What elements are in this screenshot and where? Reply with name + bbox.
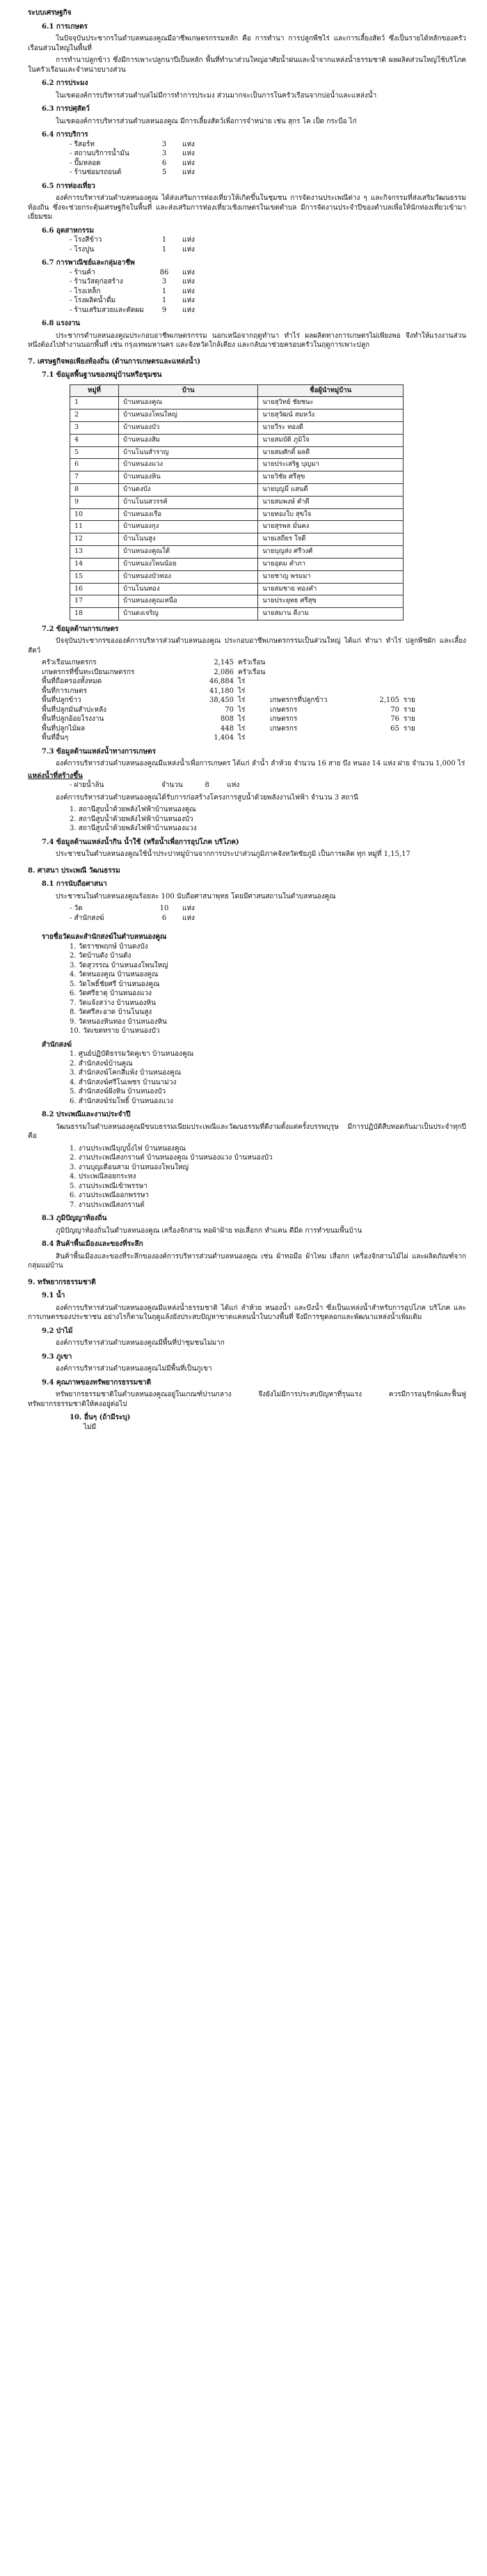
list-item: - โรงสีข้าว 1 แห่ง — [70, 236, 195, 244]
list-item: พื้นที่ปลูกอ้อยโรงงาน 808 ไร่ เกษตรกร 76 ราย — [42, 715, 415, 724]
table-row — [70, 484, 404, 497]
list-item: 2. วัดบ้านดัง บ้านดัง — [70, 952, 131, 960]
table-cell-no: 3 — [70, 421, 119, 434]
list-item: - สถานบริการน้ำมัน 3 แห่ง — [70, 150, 195, 157]
list-item: พื้นที่ปลูกไม้ผล 448 ไร่ เกษตรกร 65 ราย — [42, 724, 415, 733]
section-6-1-para-2: การทำนาปลูกข้าว ซึ่งมีการเพาะปลูกนาปีเป็นหลัก พื้นที่ทำนาส่วนใหญ่อาศัยน้ำฝนและน้ำจากแหล่งน้ำธรรมชาติ ผลผลิตส่วนใหญ่ใช้บริโภคในครัวเรือนและจำหน่ายบางส่วน — [28, 56, 466, 74]
monks-heading: สำนักสงฆ์ — [42, 1040, 72, 1049]
section-8-2-para: วัฒนธรรมในตำบลหนองคูณมีขนบธรรมเนียมประเพณีและวัฒนธรรมที่ดีงามตั้งแต่ครั้งบรรพบุรุษ มีการปฏิบัติสืบทอดกันมาเป็นประจำทุกปี คือ — [28, 1123, 466, 1141]
table-row — [70, 608, 404, 620]
section-9-3-para: องค์การบริหารส่วนตำบลหนองคูณไม่มีพื้นที่เป็นภูเขา — [56, 1365, 212, 1373]
table-row — [70, 397, 404, 409]
list-item: - ร้านซ่อมรถยนต์ 5 แห่ง — [70, 169, 195, 176]
section-8-3-para: ภูมิปัญญาท้องถิ่นในตำบลหนองคูณ เครื่องจักสาน ทอผ้าฝ้าย ทอเสื่อกก ทำแคน ตีมีด การทำขนมพื้นบ้าน — [56, 1226, 362, 1235]
table-cell-name: บ้านโนนสำราญ — [119, 446, 258, 459]
table-header-row — [70, 384, 404, 397]
list-item: 4. วัดหนองคูณ บ้านหนองคูณ — [70, 971, 159, 979]
temples-heading: รายชื่อวัดและสำนักสงฆ์ในตำบลหนองคูณ — [42, 933, 167, 942]
table-cell-head: นายทองใบ สุขใจ — [258, 508, 404, 521]
table-row — [70, 583, 404, 595]
table-cell-name: บ้านหนองสิม — [119, 434, 258, 446]
section-7-title: 7. เศรษฐกิจพอเพียงท้องถิ่น (ด้านการเกษตรและแหล่งน้ำ) — [28, 357, 201, 366]
list-item: 3. สถานีสูบน้ำด้วยพลังไฟฟ้าบ้านหนองแวง — [70, 825, 197, 833]
list-item: - สำนักสงฆ์ 6 แห่ง — [70, 914, 195, 922]
table-cell-name: บ้านหนองคูณ — [119, 397, 258, 409]
table-cell-no: 10 — [70, 508, 119, 521]
table-cell-name: บ้านหนองคูณเหนือ — [119, 595, 258, 608]
section-8-3-title: 8.3 ภูมิปัญญาท้องถิ่น — [42, 1215, 107, 1223]
section-7-3-para: องค์การบริหารส่วนตำบลหนองคูณมีแหล่งน้ำเพื่อการเกษตร ได้แก่ ลำน้ำ ลำห้วย จำนวน 16 สาย บึง หนอง 14 แห่ง ฝาย จำนวน 1,000 ไร่ — [56, 760, 465, 768]
table-cell-no: 17 — [70, 595, 119, 608]
table-cell-no: 9 — [70, 496, 119, 508]
section-10-title: 10. อื่นๆ (ถ้ามีระบุ) — [70, 1414, 131, 1422]
section-9-title: 9. ทรัพยากรธรรมชาติ — [28, 1278, 96, 1286]
table-cell-name: บ้านหนองโพนใหญ่ — [119, 409, 258, 422]
section-9-1-title: 9.1 น้ำ — [42, 1292, 65, 1300]
temple-list — [70, 942, 466, 1036]
section-7-1-title: 7.1 ข้อมูลพื้นฐานของหมู่บ้านหรือชุมชน — [42, 371, 162, 379]
list-item: - วัด 10 แห่ง — [70, 905, 195, 913]
list-item: 10. วัดเขตทราย บ้านหนองบัว — [70, 1027, 160, 1036]
section-8-4-para: สินค้าพื้นเมืองและของที่ระลึกขององค์การบริหารส่วนตำบลหนองคูณ เช่น ผ้าทอมือ ผ้าไหม เสื่อกก เครื่องจักสานไม้ไผ่ และผลิตภัณฑ์จากกลุ่มแม่บ้าน — [28, 1252, 466, 1270]
table-row — [70, 595, 404, 608]
section-6-8-para: ประชากรตำบลหนองคูณประกอบอาชีพเกษตรกรรม นอกเหนือจากฤดูทำนา ทำไร่ ผลผลิตทางการเกษตรไม่เพียงพอ จึงทำให้แรงงานส่วนหนึ่งต้องไปทำงานนอกพื้นที่ เช่น กรุงเทพมหานคร และจังหวัดใกล้เคียง และกลับมาช่วยครอบครัวในฤดูการเพาะปลูก — [28, 331, 466, 349]
table-cell-no: 12 — [70, 533, 119, 546]
list-item: 2. สำนักสงฆ์บ้านคูณ — [70, 1059, 133, 1068]
table-cell-head: นายสุวัฒน์ สมหวัง — [258, 409, 404, 422]
table-row — [70, 533, 404, 546]
list-item: - ร้านค้า 86 แห่ง — [70, 268, 195, 276]
section-6-5-para: องค์การบริหารส่วนตำบลหนองคูณ ได้ส่งเสริมการท่องเที่ยวให้เกิดขึ้นในชุมชน การจัดงานประเพณีต่าง ๆ และกิจกรรมที่ส่งเสริมวัฒนธรรมท้องถิ่น ซึ่งจะช่วยกระตุ้นเศรษฐกิจในพื้นที่ และส่งเสริมการท่องเที่ยวเชิงเกษตรในเขตตำบล มีการจัดงานประจำปีของตำบลเพื่อให้นักท่องเที่ยวเข้ามาเยี่ยมชม — [28, 194, 466, 221]
table-cell-head: นายวีระ ทองดี — [258, 421, 404, 434]
list-item: เกษตรกรที่ขึ้นทะเบียนเกษตรกร 2,086 ครัวเรือน — [42, 668, 266, 676]
list-item: 1. วัดราชพฤกษ์ บ้านดงบัง — [70, 942, 148, 951]
table-cell-no: 14 — [70, 558, 119, 570]
table-row — [70, 409, 404, 422]
list-item: 1. ศูนย์ปฏิบัติธรรมวัดคูเขา บ้านหนองคูณ — [70, 1050, 194, 1059]
list-item: 1. งานประเพณีบุญบั้งไฟ บ้านหนองคูณ — [70, 1144, 186, 1153]
religion-list — [70, 904, 466, 923]
section-6-4-title: 6.4 การบริการ — [42, 131, 88, 139]
services-list — [70, 140, 466, 178]
section-6-2-title: 6.2 การประมง — [42, 79, 88, 87]
section-9-3-title: 9.3 ภูเขา — [42, 1352, 72, 1361]
table-header: บ้าน — [119, 384, 258, 397]
table-cell-name: บ้านโนนสูง — [119, 533, 258, 546]
weir-line: - ฝายน้ำล้น จำนวน 8 แห่ง — [70, 781, 240, 790]
list-item: 4. ประเพณีลอยกระทง — [70, 1173, 136, 1181]
table-cell-no: 4 — [70, 434, 119, 446]
table-row — [70, 471, 404, 484]
list-item: 6. สำนักสงฆ์ร่มโพธิ์ บ้านหนองแวง — [70, 1097, 174, 1105]
section-6-1-para-1: ในปัจจุบันประชากรในตำบลหนองคูณมีอาชีพเกษตรกรรมหลัก คือ การทำนา การปลูกพืชไร่ และการเลี้ยงสัตว์ ซึ่งเป็นรายได้หลักของครัวเรือนส่วนใหญ่ในพื้นที่ — [28, 35, 466, 52]
table-row — [70, 421, 404, 434]
section-6-3-para: ในเขตองค์การบริหารส่วนตำบลหนองคูณ มีการเลี้ยงสัตว์เพื่อการจำหน่าย เช่น สุกร โค เป็ด กระบือ ไก่ — [56, 117, 357, 125]
table-cell-name: บ้านหนองแวง — [119, 459, 258, 471]
section-6-5-title: 6.5 การท่องเที่ยว — [42, 182, 95, 190]
list-item: ครัวเรือนเกษตรกร 2,145 ครัวเรือน — [42, 659, 266, 667]
section-6-1-title: 6.1 การเกษตร — [42, 22, 88, 31]
document-page — [28, 4, 466, 1432]
list-item: 6. วัดศรีธาตุ บ้านหนองแวง — [70, 990, 152, 998]
table-cell-head: นายสุรพล มั่นคง — [258, 521, 404, 533]
table-cell-head: นายบุญส่ง ศรีวงศ์ — [258, 546, 404, 559]
table-row — [70, 521, 404, 533]
agri-stats — [42, 658, 466, 743]
section-7-3-title: 7.3 ข้อมูลด้านแหล่งน้ำทางการเกษตร — [42, 747, 156, 756]
table-cell-name: บ้านหนองกุง — [119, 521, 258, 533]
table-cell-head: นายบุญมี แสนดี — [258, 484, 404, 497]
table-cell-name: บ้านหนองคูณใต้ — [119, 546, 258, 559]
monk-list — [70, 1049, 466, 1106]
table-cell-head: นายชาญ พรมมา — [258, 570, 404, 583]
section-6-8-title: 6.8 แรงงาน — [42, 320, 80, 327]
table-header: ชื่อผู้นำหมู่บ้าน — [258, 384, 404, 397]
section-10-para: ไม่มี — [83, 1423, 97, 1431]
list-item: - โรงผลิตน้ำดื่ม 1 แห่ง — [70, 297, 195, 304]
table-cell-head: นายสุวิทย์ ชัยชนะ — [258, 397, 404, 409]
section-7-2-title: 7.2 ข้อมูลด้านการเกษตร — [42, 625, 119, 633]
table-cell-name: บ้านโนนสวรรค์ — [119, 496, 258, 508]
table-row — [70, 558, 404, 570]
water-source-heading: แหล่งน้ำที่สร้างขึ้น — [28, 772, 83, 780]
list-item: พื้นที่ถือครองทั้งหมด 46,884 ไร่ — [42, 678, 246, 686]
table-cell-no: 6 — [70, 459, 119, 471]
doc-title: ระบบเศรษฐกิจ — [28, 9, 72, 17]
table-cell-name: บ้านดงเจริญ — [119, 608, 258, 620]
table-cell-head: นายสมศักดิ์ ผลดี — [258, 446, 404, 459]
table-cell-name: บ้านหนองบัว — [119, 421, 258, 434]
list-item: 8. วัดศรีสะอาด บ้านโนนสูง — [70, 1008, 152, 1017]
list-item: 1. สถานีสูบน้ำด้วยพลังไฟฟ้าบ้านหนองคูณ — [70, 806, 196, 814]
list-item: - ร้านวัสดุก่อสร้าง 3 แห่ง — [70, 278, 195, 286]
list-item: 3. งานบุญเดือนสาม บ้านหนองโพนใหญ่ — [70, 1163, 189, 1171]
section-8-2-title: 8.2 ประเพณีและงานประจำปี — [42, 1111, 131, 1119]
table-row — [70, 570, 404, 583]
list-item: 5. งานประเพณีเข้าพรรษา — [70, 1182, 147, 1190]
table-row — [70, 508, 404, 521]
table-row — [70, 496, 404, 508]
table-cell-no: 11 — [70, 521, 119, 533]
table-row — [70, 434, 404, 446]
tradition-list — [70, 1144, 466, 1210]
table-cell-head: นายสมพงษ์ คำดี — [258, 496, 404, 508]
table-cell-no: 5 — [70, 446, 119, 459]
table-cell-head: นายสมาน ดีงาม — [258, 608, 404, 620]
pump-para: องค์การบริหารส่วนตำบลหนองคูณได้รับการก่อสร้างโครงการสูบน้ำด้วยพลังงานไฟฟ้า จำนวน 3 สถานี — [56, 793, 358, 802]
pump-list — [70, 805, 466, 834]
list-item: - โรงปูน 1 แห่ง — [70, 245, 195, 253]
list-item: 3. วัดสุวรรณ บ้านหนองโพนใหญ่ — [70, 961, 168, 969]
list-item: 5. วัดโพธิ์ชัยศรี บ้านหนองคูณ — [70, 980, 160, 988]
table-cell-no: 1 — [70, 397, 119, 409]
commerce-list — [70, 268, 466, 315]
industry-list — [70, 235, 466, 254]
section-9-2-title: 9.2 ป่าไม้ — [42, 1327, 73, 1335]
table-cell-name: บ้านโนนทอง — [119, 583, 258, 595]
table-cell-head: นายเสถียร ใจดี — [258, 533, 404, 546]
list-item: 3. สำนักสงฆ์โคกสีแพ้ง บ้านหนองคูณ — [70, 1069, 182, 1077]
table-cell-name: บ้านหนองหิน — [119, 471, 258, 484]
village-table-body — [70, 397, 404, 620]
list-item: พื้นที่ปลูกข้าว 38,450 ไร่ เกษตรกรที่ปลูกข้าว 2,105 ราย — [42, 696, 415, 705]
table-row — [70, 446, 404, 459]
section-6-6-title: 6.6 อุตสาหกรรม — [42, 226, 95, 235]
section-9-1-para: องค์การบริหารส่วนตำบลหนองคูณมีแหล่งน้ำธรรมชาติ ได้แก่ ลำห้วย หนองน้ำ และบึงน้ำ ซึ่งเป็นแหล่งน้ำสำหรับการอุปโภค บริโภค และการเกษตรของประชาชน อย่างไรก็ตามในฤดูแล้งยังประสบปัญหาขาดแคลนน้ำในบางพื้นที่ จึงมีการขุดลอกและพัฒนาแหล่งน้ำเพิ่มเติม — [28, 1304, 466, 1322]
table-cell-head: นายวิชัย ศรีสุข — [258, 471, 404, 484]
section-8-4-title: 8.4 สินค้าพื้นเมืองและของที่ระลึก — [42, 1240, 143, 1249]
table-cell-name: บ้านดงบัง — [119, 484, 258, 497]
table-cell-name: บ้านหนองโพนน้อย — [119, 558, 258, 570]
section-9-4-para: ทรัพยากรธรรมชาติในตำบลหนองคูณอยู่ในเกณฑ์ปานกลาง จึงยังไม่มีการประสบปัญหาที่รุนแรง ควรมีการอนุรักษ์และฟื้นฟูทรัพยากรธรรมชาติให้คงอยู่ต่อไป — [28, 1391, 466, 1408]
section-7-4-para: ประชาชนในตำบลหนองคูณใช้น้ำประปาหมู่บ้านจากการประปาส่วนภูมิภาคจังหวัดชัยภูมิ เป็นการผลิต ทุก หมู่ที่ 1,15,17 — [56, 850, 410, 859]
list-item: - โรงเหล็ก 1 แห่ง — [70, 287, 195, 295]
table-header: หมู่ที่ — [70, 384, 119, 397]
table-cell-no: 15 — [70, 570, 119, 583]
list-item: - ร้านเสริมสวยและตัดผม 9 แห่ง — [70, 306, 195, 314]
list-item: - ปั๊มหลอด 6 แห่ง — [70, 159, 195, 167]
table-cell-no: 7 — [70, 471, 119, 484]
table-row — [70, 546, 404, 559]
table-cell-head: นายประเสริฐ บุญมา — [258, 459, 404, 471]
section-6-2-para: ในเขตองค์การบริหารส่วนตำบลไม่มีการทำการประมง ส่วนมากจะเป็นการในครัวเรือนจากบ่อน้ำและแหล่งน้ำ — [56, 91, 377, 100]
list-item: 5. สำนักสงฆ์ฝั่งหิน บ้านหนองบัว — [70, 1088, 166, 1096]
table-cell-name: บ้านหนองเรือ — [119, 508, 258, 521]
table-cell-head: นายสมชาย ทองคำ — [258, 583, 404, 595]
list-item: พื้นที่ปลูกมันสำปะหลัง 70 ไร่ เกษตรกร 70 ราย — [42, 705, 415, 714]
section-8-title: 8. ศาสนา ประเพณี วัฒนธรรม — [28, 866, 120, 875]
table-cell-head: นายสมบัติ ภูมิใจ — [258, 434, 404, 446]
village-table — [70, 384, 404, 620]
list-item: 9. วัดหนองหินทอง บ้านหนองหิน — [70, 1017, 167, 1026]
section-9-4-title: 9.4 คุณภาพของทรัพยากรธรรมชาติ — [42, 1378, 152, 1387]
table-cell-no: 8 — [70, 484, 119, 497]
table-cell-no: 18 — [70, 608, 119, 620]
list-item: 2. งานประเพณีสงกรานต์ บ้านหนองคูณ บ้านหนองแวง บ้านหนองบัว — [70, 1154, 273, 1162]
section-9-2-para: องค์การบริหารส่วนตำบลหนองคูณมีพื้นที่ป่าชุมชนไม่มาก — [56, 1339, 225, 1348]
list-item: - รีสอร์ท 3 แห่ง — [70, 140, 195, 148]
table-row — [70, 459, 404, 471]
list-item: 7. วัดแจ้งสว่าง บ้านหนองหิน — [70, 999, 156, 1007]
table-cell-no: 16 — [70, 583, 119, 595]
list-item: พื้นที่การเกษตร 41,180 ไร่ — [42, 687, 246, 695]
table-cell-name: บ้านหนองบัวทอง — [119, 570, 258, 583]
list-item: 2. สถานีสูบน้ำด้วยพลังไฟฟ้าบ้านหนองบัว — [70, 815, 193, 823]
table-cell-head: นายอุดม คำภา — [258, 558, 404, 570]
section-8-1-title: 8.1 การนับถือศาสนา — [42, 880, 107, 889]
section-6-3-title: 6.3 การปศุสัตว์ — [42, 105, 90, 113]
section-6-7-title: 6.7 การพาณิชย์และกลุ่มอาชีพ — [42, 259, 135, 267]
list-item: 7. งานประเพณีสงกรานต์ — [70, 1201, 145, 1209]
table-cell-no: 13 — [70, 546, 119, 559]
table-cell-head: นายประยุทธ ศรีสุข — [258, 595, 404, 608]
section-8-1-para: ประชาชนในตำบลหนองคูณร้อยละ 100 นับถือศาสนาพุทธ โดยมีศาสนสถานในตำบลหนองคูณ — [56, 892, 336, 900]
section-7-4-title: 7.4 ข้อมูลด้านแหล่งน้ำกิน น้ำใช้ (หรือน้ำเพื่อการอุปโภค บริโภค) — [42, 838, 239, 846]
list-item: 4. สำนักสงฆ์ศรีโนเพชร บ้านนาม่วง — [70, 1078, 177, 1086]
table-cell-no: 2 — [70, 409, 119, 422]
section-7-2-para: ปัจจุบันประชากรขององค์การบริหารส่วนตำบลหนองคูณ ประกอบอาชีพเกษตรกรรมเป็นส่วนใหญ่ ได้แก่ ทำนา ทำไร่ ปลูกพืชผัก และเลี้ยงสัตว์ — [28, 637, 466, 655]
list-item: 6. งานประเพณีออกพรรษา — [70, 1192, 150, 1200]
list-item: พื้นที่อื่นๆ 1,404 ไร่ — [42, 734, 246, 742]
